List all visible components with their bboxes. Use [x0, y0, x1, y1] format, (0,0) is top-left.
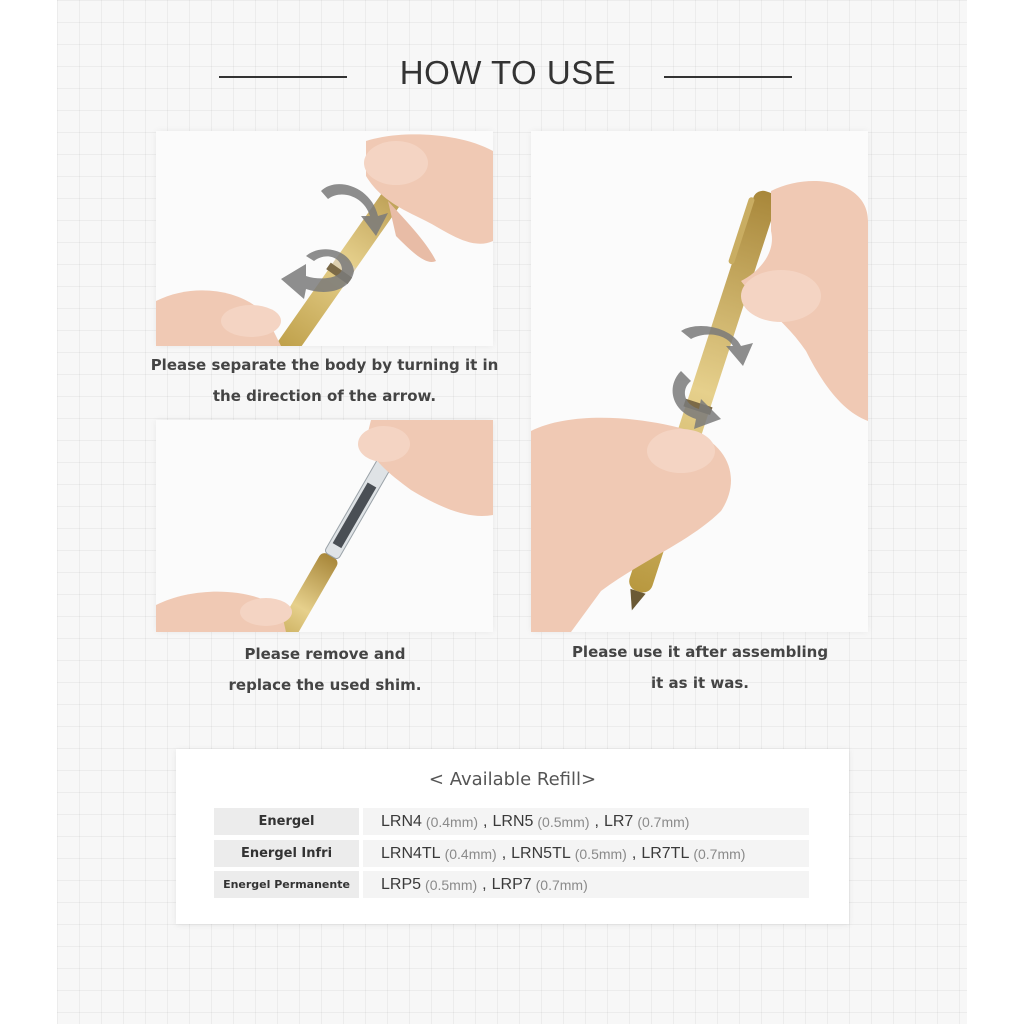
refill-code: LRN4 [381, 812, 422, 830]
refill-size: (0.5mm) [425, 876, 478, 893]
refill-size: (0.7mm) [535, 876, 588, 893]
refill-size: (0.4mm) [444, 845, 497, 862]
title-divider-left [219, 76, 347, 78]
step-1-photo [156, 131, 493, 346]
refill-row-values [363, 871, 809, 898]
refill-row-label: Energel Permanente [214, 871, 359, 898]
refill-separator: , [631, 844, 637, 862]
step-2-caption [160, 639, 490, 701]
refill-code: LRN5TL [511, 844, 571, 862]
refill-code: LR7 [603, 812, 634, 830]
refill-size: (0.7mm) [693, 845, 746, 862]
refill-code: LR7TL [641, 844, 690, 862]
refill-size: (0.5mm) [537, 813, 590, 830]
step-3-caption-line-1: Please use it after assembling [571, 643, 829, 661]
refill-code: LRP5 [381, 875, 422, 893]
refill-code: LRP7 [491, 875, 532, 893]
step-1-caption [130, 350, 519, 412]
refill-row-values [363, 808, 809, 835]
refill-size: (0.4mm) [425, 813, 479, 830]
step-1-caption-line-1: Please separate the body by turning it in [150, 356, 499, 374]
refill-code: LRN4TL [381, 844, 441, 862]
refill-separator: , [594, 812, 599, 830]
refill-separator: , [501, 844, 507, 862]
refill-card [176, 749, 849, 924]
step-3-caption-line-2: it as it was. [651, 674, 749, 692]
page-title: HOW TO USE [399, 54, 617, 91]
refill-row-label: Energel Infri [214, 840, 359, 867]
step-2-photo [156, 420, 493, 632]
step-1-caption-line-2: the direction of the arrow. [212, 387, 437, 405]
refill-code: LRN5 [492, 812, 534, 830]
title-divider-right [664, 76, 792, 78]
step-3-caption [540, 637, 860, 699]
step-2-caption-line-2: replace the used shim. [228, 676, 422, 694]
refill-separator: , [482, 875, 487, 893]
step-2-caption-line-1: Please remove and [244, 645, 406, 663]
refill-size: (0.7mm) [637, 813, 690, 830]
refill-size: (0.5mm) [574, 845, 627, 862]
refill-separator: , [483, 812, 488, 830]
refill-title: < Available Refill> [428, 769, 597, 790]
refill-row-label: Energel [214, 808, 359, 835]
refill-row-values [363, 840, 809, 867]
step-3-photo [531, 131, 868, 632]
